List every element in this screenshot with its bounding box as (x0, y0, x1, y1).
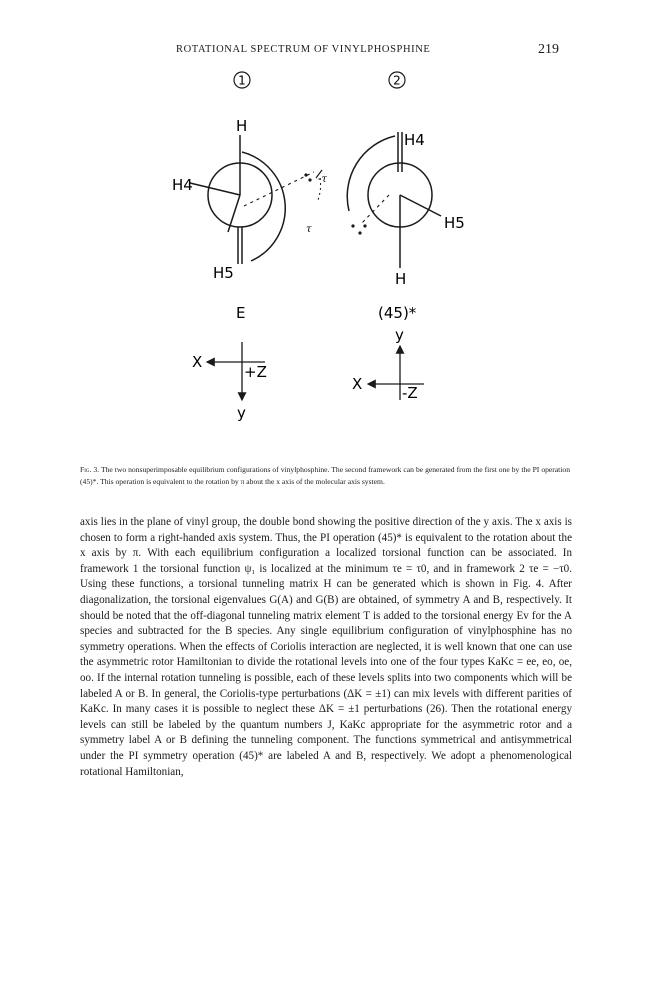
framework-1-projection (190, 135, 322, 264)
body-paragraph: axis lies in the plane of vinyl group, the double bond showing the positive direction of the y axis. The x axis is chosen to form a right-handed axis system. Thus, the PI operation (45)* is equivalent to the rotation about the x axis by π. With each equilibrium configuration a localized torsional function can be associated. In framework 1 the torsional function ψ₁ is localized at the minimum τe = τ0, and in framework 2 τe = −τ0. Using these functions, a torsional tunneling matrix H can be generated which is shown in Fig. 4. After diagonalization, the torsional eigenvalues G(A) and G(B) are obtained, of symmetry A and B, respectively. It should be noted that the off-diagonal tunneling matrix element T is added to the torsional energy Ev for the A species and subtracted for the B species. Any single equilibrium configuration of vinylphosphine has no symmetry operations. When the effects of Coriolis interaction are neglected, it is well known that one can use the asymmetric rotor Hamiltonian to divide the rotational levels into one of the four types KaKc = ee, eo, oe, oo. If the internal rotation tunneling is possible, each of these levels splits into two components which will be labeled A or B. In general, the Coriolis-type perturbations (ΔK = ±1) can mix levels with different parities of KaKc. In many cases it is possible to neglect these ΔK = ±1 perturbations (26). Then the rotational energy levels can still be labeled by the quantum numbers J, KaKc appropriate for the asymmetric rotor and a symmetry label A or B defining the tunneling component. The functions symmetrical and antisymmetrical under the PI symmetry operation (45)* are labeled A and B, respectively. We adopt a phenomenological rotational Hamiltonian, (80, 516, 572, 778)
framework-1-minus-tau: -τ (318, 174, 327, 185)
axis-1-z-label: +Z (244, 363, 267, 381)
page-number: 219 (538, 42, 559, 57)
framework-1-tau: τ (306, 224, 312, 235)
axis-1-x-label: X (192, 353, 203, 371)
framework-1-number (234, 72, 250, 88)
running-title: ROTATIONAL SPECTRUM OF VINYLPHOSPHINE (176, 44, 431, 55)
body-text (80, 515, 572, 780)
framework-2-tau-arc (347, 136, 395, 211)
figure-3 (0, 0, 657, 480)
framework-2-number (389, 72, 405, 88)
axis-2-x-label: X (352, 375, 363, 393)
framework-1-tau-arc (242, 152, 285, 261)
framework-2-name: (45)* (378, 304, 417, 322)
figure-drawing (0, 0, 657, 480)
framework-1-atom-left: H4 (172, 176, 193, 194)
framework-1-bond-left (190, 183, 240, 195)
framework-2-atom-bottom: H (395, 270, 407, 288)
framework-2-atom-right: H5 (444, 214, 465, 232)
axis-1-y-label: y (237, 404, 246, 422)
framework-2-dashed-bond (360, 195, 389, 225)
framework-2-atom-top-right: H4 (404, 131, 425, 149)
framework-2-number-label: 2 (393, 73, 401, 88)
framework-2-bond-right (400, 195, 441, 216)
framework-1-atom-bottom: H5 (213, 264, 234, 282)
framework-1-number-label: 1 (238, 73, 246, 88)
framework-1-name: E (236, 304, 246, 322)
figure-caption (80, 464, 570, 487)
framework-2-projection (347, 132, 441, 268)
axis-2-y-label: y (395, 326, 404, 344)
framework-1-dashed-bond (244, 172, 314, 206)
caption-label: Fig. 3. (80, 465, 100, 474)
caption-text: The two nonsuperimposable equilibrium configurations of vinylphosphine. The second framework can be generated from the first one by the PI operation (45)*. This operation is equivalent to the rotation by π about the x axis of the molecular axis system. (80, 465, 570, 486)
axis-2-z-label: -Z (402, 384, 418, 402)
framework-1-atom-top: H (236, 117, 248, 135)
